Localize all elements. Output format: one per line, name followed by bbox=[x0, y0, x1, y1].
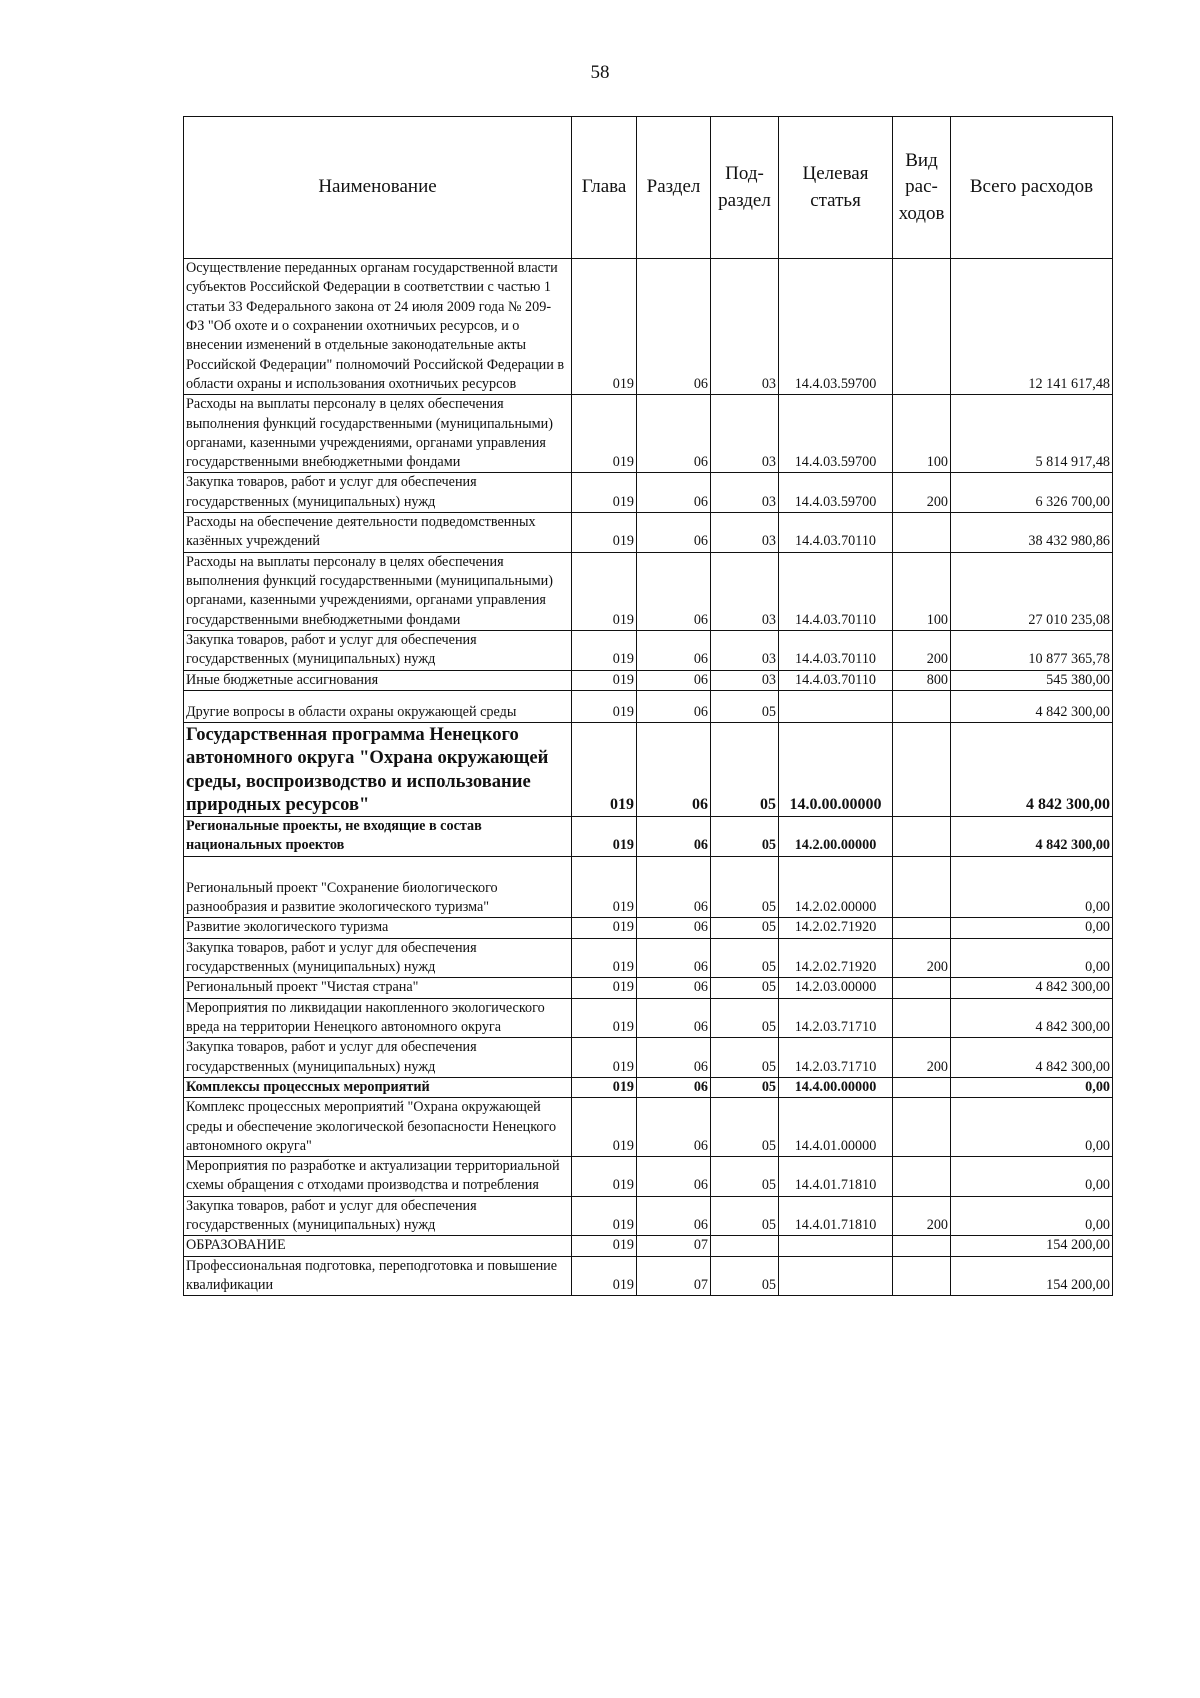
table-row bbox=[184, 938, 1113, 978]
row-name-cell: Осуществление переданных органам государственной власти субъектов Российской Федерации в соответствии с частью 1 статьи 33 Федерального закона от 24 июля 2009 года № 209-ФЗ "Об охоте и о сохранении охотничьих ресурсов, и о внесении изменений в отдельные законодательные акты Российской Федерации" полномочий Российской Федерации в области охраны и использования охотничьих ресурсов bbox=[184, 259, 572, 395]
row-glava-cell: 019 bbox=[572, 552, 637, 630]
row-glava-cell: 019 bbox=[572, 630, 637, 670]
row-total-cell: 4 842 300,00 bbox=[951, 690, 1113, 722]
row-podrazdel-cell: 05 bbox=[711, 918, 779, 938]
row-target-cell: 14.2.03.00000 bbox=[779, 978, 893, 998]
table-row bbox=[184, 1098, 1113, 1157]
table-row bbox=[184, 670, 1113, 690]
row-glava-cell: 019 bbox=[572, 670, 637, 690]
row-vid-cell bbox=[893, 1256, 951, 1296]
row-glava-cell: 019 bbox=[572, 1157, 637, 1197]
row-razdel-cell: 06 bbox=[637, 1098, 711, 1157]
row-glava-cell: 019 bbox=[572, 938, 637, 978]
row-podrazdel-cell: 05 bbox=[711, 723, 779, 817]
row-target-cell bbox=[779, 1256, 893, 1296]
table-row bbox=[184, 1038, 1113, 1078]
row-vid-cell bbox=[893, 690, 951, 722]
row-glava-cell: 019 bbox=[572, 1236, 637, 1256]
row-target-cell: 14.4.03.59700 bbox=[779, 259, 893, 395]
row-total-cell: 0,00 bbox=[951, 1157, 1113, 1197]
row-total-cell: 0,00 bbox=[951, 1077, 1113, 1097]
row-razdel-cell: 06 bbox=[637, 998, 711, 1038]
row-podrazdel-cell: 05 bbox=[711, 690, 779, 722]
row-razdel-cell: 06 bbox=[637, 918, 711, 938]
row-glava-cell: 019 bbox=[572, 918, 637, 938]
table-row bbox=[184, 473, 1113, 513]
row-total-cell: 6 326 700,00 bbox=[951, 473, 1113, 513]
row-name-cell: Мероприятия по разработке и актуализации территориальной схемы обращения с отходами производства и потребления bbox=[184, 1157, 572, 1197]
row-glava-cell: 019 bbox=[572, 1256, 637, 1296]
row-target-cell: 14.4.01.00000 bbox=[779, 1098, 893, 1157]
row-name-cell: Государственная программа Ненецкого автономного округа "Охрана окружающей среды, воспроизводство и использование природных ресурсов" bbox=[184, 723, 572, 817]
row-vid-cell: 100 bbox=[893, 395, 951, 473]
row-podrazdel-cell: 05 bbox=[711, 1077, 779, 1097]
row-total-cell: 0,00 bbox=[951, 856, 1113, 918]
col-header-glava: Глава bbox=[572, 117, 637, 259]
row-target-cell: 14.2.00.00000 bbox=[779, 817, 893, 857]
row-glava-cell: 019 bbox=[572, 723, 637, 817]
row-target-cell: 14.2.02.71920 bbox=[779, 938, 893, 978]
row-glava-cell: 019 bbox=[572, 473, 637, 513]
row-razdel-cell: 06 bbox=[637, 978, 711, 998]
row-razdel-cell: 06 bbox=[637, 259, 711, 395]
row-total-cell: 5 814 917,48 bbox=[951, 395, 1113, 473]
table-row bbox=[184, 998, 1113, 1038]
row-glava-cell: 019 bbox=[572, 1038, 637, 1078]
row-vid-cell: 800 bbox=[893, 670, 951, 690]
row-vid-cell bbox=[893, 1157, 951, 1197]
row-glava-cell: 019 bbox=[572, 998, 637, 1038]
row-total-cell: 154 200,00 bbox=[951, 1236, 1113, 1256]
row-total-cell: 4 842 300,00 bbox=[951, 817, 1113, 857]
row-name-cell: Расходы на выплаты персоналу в целях обеспечения выполнения функций государственными (муниципальными) органами, казенными учреждениями, органами управления государственными внебюджетными фондами bbox=[184, 395, 572, 473]
row-razdel-cell: 06 bbox=[637, 938, 711, 978]
row-razdel-cell: 06 bbox=[637, 1077, 711, 1097]
table-row bbox=[184, 1157, 1113, 1197]
row-vid-cell bbox=[893, 998, 951, 1038]
row-name-cell: Региональный проект "Сохранение биологического разнообразия и развитие экологического туризма" bbox=[184, 856, 572, 918]
row-podrazdel-cell: 05 bbox=[711, 817, 779, 857]
row-total-cell: 0,00 bbox=[951, 1098, 1113, 1157]
row-total-cell: 0,00 bbox=[951, 918, 1113, 938]
table-row bbox=[184, 918, 1113, 938]
row-total-cell: 10 877 365,78 bbox=[951, 630, 1113, 670]
row-target-cell bbox=[779, 1236, 893, 1256]
row-podrazdel-cell bbox=[711, 1236, 779, 1256]
row-target-cell: 14.2.02.00000 bbox=[779, 856, 893, 918]
row-vid-cell bbox=[893, 1098, 951, 1157]
page-number: 58 bbox=[590, 62, 610, 83]
row-glava-cell: 019 bbox=[572, 1098, 637, 1157]
row-podrazdel-cell: 05 bbox=[711, 998, 779, 1038]
row-target-cell: 14.4.03.70110 bbox=[779, 670, 893, 690]
row-vid-cell: 200 bbox=[893, 1196, 951, 1236]
row-target-cell: 14.4.03.59700 bbox=[779, 473, 893, 513]
row-vid-cell: 200 bbox=[893, 630, 951, 670]
row-vid-cell bbox=[893, 513, 951, 553]
row-vid-cell: 100 bbox=[893, 552, 951, 630]
row-razdel-cell: 06 bbox=[637, 723, 711, 817]
row-glava-cell: 019 bbox=[572, 978, 637, 998]
row-name-cell: Развитие экологического туризма bbox=[184, 918, 572, 938]
row-target-cell: 14.4.01.71810 bbox=[779, 1157, 893, 1197]
row-total-cell: 154 200,00 bbox=[951, 1256, 1113, 1296]
row-razdel-cell: 06 bbox=[637, 856, 711, 918]
row-vid-cell: 200 bbox=[893, 1038, 951, 1078]
row-podrazdel-cell: 05 bbox=[711, 978, 779, 998]
table-row bbox=[184, 723, 1113, 817]
row-podrazdel-cell: 05 bbox=[711, 856, 779, 918]
row-target-cell: 14.4.03.70110 bbox=[779, 513, 893, 553]
table-row bbox=[184, 1196, 1113, 1236]
table-row bbox=[184, 395, 1113, 473]
row-razdel-cell: 06 bbox=[637, 1196, 711, 1236]
row-glava-cell: 019 bbox=[572, 513, 637, 553]
row-glava-cell: 019 bbox=[572, 856, 637, 918]
row-name-cell: ОБРАЗОВАНИЕ bbox=[184, 1236, 572, 1256]
row-name-cell: Региональные проекты, не входящие в состав национальных проектов bbox=[184, 817, 572, 857]
row-vid-cell bbox=[893, 723, 951, 817]
col-header-target: Целевая статья bbox=[779, 117, 893, 259]
row-razdel-cell: 06 bbox=[637, 817, 711, 857]
table-row bbox=[184, 817, 1113, 857]
row-name-cell: Закупка товаров, работ и услуг для обеспечения государственных (муниципальных) нужд bbox=[184, 473, 572, 513]
row-glava-cell: 019 bbox=[572, 259, 637, 395]
row-podrazdel-cell: 05 bbox=[711, 1256, 779, 1296]
row-name-cell: Региональный проект "Чистая страна" bbox=[184, 978, 572, 998]
row-glava-cell: 019 bbox=[572, 1196, 637, 1236]
row-total-cell: 545 380,00 bbox=[951, 670, 1113, 690]
row-vid-cell: 200 bbox=[893, 938, 951, 978]
table-row bbox=[184, 1236, 1113, 1256]
row-target-cell: 14.4.03.59700 bbox=[779, 395, 893, 473]
row-target-cell: 14.2.03.71710 bbox=[779, 1038, 893, 1078]
row-name-cell: Комплекс процессных мероприятий "Охрана окружающей среды и обеспечение экологической безопасности Ненецкого автономного округа" bbox=[184, 1098, 572, 1157]
row-razdel-cell: 06 bbox=[637, 630, 711, 670]
row-vid-cell bbox=[893, 978, 951, 998]
row-total-cell: 0,00 bbox=[951, 938, 1113, 978]
row-podrazdel-cell: 03 bbox=[711, 552, 779, 630]
table-row bbox=[184, 513, 1113, 553]
row-name-cell: Другие вопросы в области охраны окружающей среды bbox=[184, 690, 572, 722]
row-name-cell: Закупка товаров, работ и услуг для обеспечения государственных (муниципальных) нужд bbox=[184, 1196, 572, 1236]
row-vid-cell bbox=[893, 1236, 951, 1256]
row-vid-cell bbox=[893, 918, 951, 938]
row-podrazdel-cell: 03 bbox=[711, 395, 779, 473]
table-row bbox=[184, 552, 1113, 630]
row-vid-cell bbox=[893, 1077, 951, 1097]
table-row bbox=[184, 1256, 1113, 1296]
budget-table bbox=[183, 116, 1113, 1296]
table-row bbox=[184, 1077, 1113, 1097]
col-header-total: Всего расходов bbox=[951, 117, 1113, 259]
row-razdel-cell: 06 bbox=[637, 670, 711, 690]
row-podrazdel-cell: 05 bbox=[711, 1098, 779, 1157]
table-row bbox=[184, 630, 1113, 670]
row-podrazdel-cell: 03 bbox=[711, 670, 779, 690]
row-razdel-cell: 06 bbox=[637, 1157, 711, 1197]
row-name-cell: Закупка товаров, работ и услуг для обеспечения государственных (муниципальных) нужд bbox=[184, 938, 572, 978]
row-name-cell: Расходы на обеспечение деятельности подведомственных казённых учреждений bbox=[184, 513, 572, 553]
row-target-cell: 14.0.00.00000 bbox=[779, 723, 893, 817]
row-total-cell: 4 842 300,00 bbox=[951, 978, 1113, 998]
row-target-cell: 14.4.03.70110 bbox=[779, 552, 893, 630]
row-razdel-cell: 07 bbox=[637, 1236, 711, 1256]
row-total-cell: 27 010 235,08 bbox=[951, 552, 1113, 630]
row-podrazdel-cell: 05 bbox=[711, 1038, 779, 1078]
table-row bbox=[184, 259, 1113, 395]
row-name-cell: Иные бюджетные ассигнования bbox=[184, 670, 572, 690]
row-vid-cell bbox=[893, 856, 951, 918]
row-razdel-cell: 06 bbox=[637, 552, 711, 630]
row-total-cell: 4 842 300,00 bbox=[951, 998, 1113, 1038]
row-vid-cell bbox=[893, 817, 951, 857]
row-name-cell: Профессиональная подготовка, переподготовка и повышение квалификации bbox=[184, 1256, 572, 1296]
row-podrazdel-cell: 03 bbox=[711, 513, 779, 553]
row-total-cell: 4 842 300,00 bbox=[951, 1038, 1113, 1078]
table-row bbox=[184, 690, 1113, 722]
row-target-cell: 14.2.03.71710 bbox=[779, 998, 893, 1038]
row-target-cell: 14.4.03.70110 bbox=[779, 630, 893, 670]
col-header-podrazdel: Под- раздел bbox=[711, 117, 779, 259]
table-header-row bbox=[184, 117, 1113, 259]
row-vid-cell bbox=[893, 259, 951, 395]
row-name-cell: Закупка товаров, работ и услуг для обеспечения государственных (муниципальных) нужд bbox=[184, 1038, 572, 1078]
row-razdel-cell: 06 bbox=[637, 513, 711, 553]
row-podrazdel-cell: 05 bbox=[711, 938, 779, 978]
row-glava-cell: 019 bbox=[572, 690, 637, 722]
col-header-name: Наименование bbox=[184, 117, 572, 259]
row-name-cell: Закупка товаров, работ и услуг для обеспечения государственных (муниципальных) нужд bbox=[184, 630, 572, 670]
row-target-cell: 14.4.00.00000 bbox=[779, 1077, 893, 1097]
row-podrazdel-cell: 05 bbox=[711, 1157, 779, 1197]
row-total-cell: 38 432 980,86 bbox=[951, 513, 1113, 553]
row-vid-cell: 200 bbox=[893, 473, 951, 513]
row-glava-cell: 019 bbox=[572, 395, 637, 473]
row-razdel-cell: 06 bbox=[637, 690, 711, 722]
col-header-vid: Вид рас- ходов bbox=[893, 117, 951, 259]
row-glava-cell: 019 bbox=[572, 817, 637, 857]
row-razdel-cell: 07 bbox=[637, 1256, 711, 1296]
row-podrazdel-cell: 03 bbox=[711, 630, 779, 670]
row-target-cell: 14.2.02.71920 bbox=[779, 918, 893, 938]
row-razdel-cell: 06 bbox=[637, 1038, 711, 1078]
row-total-cell: 12 141 617,48 bbox=[951, 259, 1113, 395]
row-podrazdel-cell: 05 bbox=[711, 1196, 779, 1236]
row-razdel-cell: 06 bbox=[637, 395, 711, 473]
col-header-razdel: Раздел bbox=[637, 117, 711, 259]
row-name-cell: Комплексы процессных мероприятий bbox=[184, 1077, 572, 1097]
table-row bbox=[184, 978, 1113, 998]
row-target-cell bbox=[779, 690, 893, 722]
row-razdel-cell: 06 bbox=[637, 473, 711, 513]
row-name-cell: Расходы на выплаты персоналу в целях обеспечения выполнения функций государственными (муниципальными) органами, казенными учреждениями, органами управления государственными внебюджетными фондами bbox=[184, 552, 572, 630]
table-row bbox=[184, 856, 1113, 918]
row-name-cell: Мероприятия по ликвидации накопленного экологического вреда на территории Ненецкого автономного округа bbox=[184, 998, 572, 1038]
row-total-cell: 0,00 bbox=[951, 1196, 1113, 1236]
row-total-cell: 4 842 300,00 bbox=[951, 723, 1113, 817]
row-target-cell: 14.4.01.71810 bbox=[779, 1196, 893, 1236]
row-podrazdel-cell: 03 bbox=[711, 473, 779, 513]
row-glava-cell: 019 bbox=[572, 1077, 637, 1097]
row-podrazdel-cell: 03 bbox=[711, 259, 779, 395]
